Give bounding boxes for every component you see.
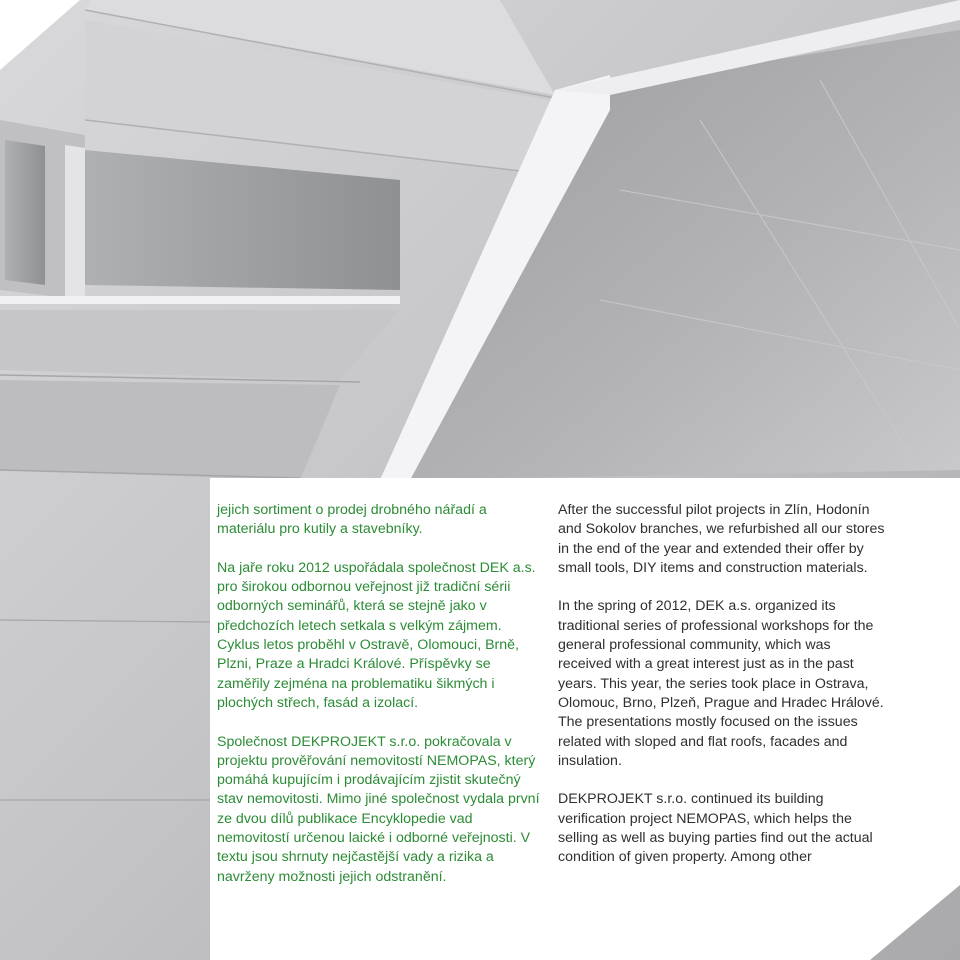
english-paragraph: After the successful pilot projects in Zlín, Hodonín and Sokolov branches, we refurbished all our stores in the end of the year and extended their offer by small tools, DIY items and construction materials. bbox=[558, 502, 885, 576]
english-paragraph: In the spring of 2012, DEK a.s. organized its traditional series of professional workshops for the general professional community, which was received with a great interest just as in the past years. This year, the series took place in Ostrava, Olomouc, Brno, Plzeň, Prague and Hradec Hrálové. The presentations mostly focused on the issues related with sloped and flat roofs, facades and insulation. bbox=[558, 598, 884, 769]
czech-paragraph: Společnost DEKPROJEKT s.r.o. pokračovala v projektu prověřování nemovitostí NEMOPAS, který pomáhá kupujícím i prodávajícím zjistit skutečný stav nemovitosti. Mimo jiné společnost vydala první ze dvou dílů publikace Encyklopedie vad nemovitostí určenou laické i odborné veřejnosti. V textu jsou shrnuty nejčastější vady a rizika a navrženy možnosti jejich odstranění. bbox=[217, 733, 540, 885]
english-text-column bbox=[558, 501, 888, 887]
english-paragraph: DEKPROJEKT s.r.o. continued its building verification project NEMOPAS, which helps the selling as well as buying parties find out the actual condition of given property. Among other bbox=[558, 791, 873, 866]
czech-text-column bbox=[217, 501, 547, 906]
czech-paragraph: Na jaře roku 2012 uspořádala společnost DEK a.s. pro širokou odbornou veřejnost již tradiční sérii odborných seminářů, která se stejně jako v předchozích letech setkala s velkým zájmem. Cyklus letos proběhl v Ostravě, Olomouci, Brně, Plzni, Praze a Hradci Králové. Příspěvky se zaměřily zejména na problematiku šikmých i plochých střech, fasád a izolací. bbox=[217, 559, 536, 711]
page-number: 17 bbox=[856, 922, 877, 941]
czech-paragraph: jejich sortiment o prodej drobného nářadí a materiálu pro kutily a stavebníky. bbox=[217, 502, 487, 538]
